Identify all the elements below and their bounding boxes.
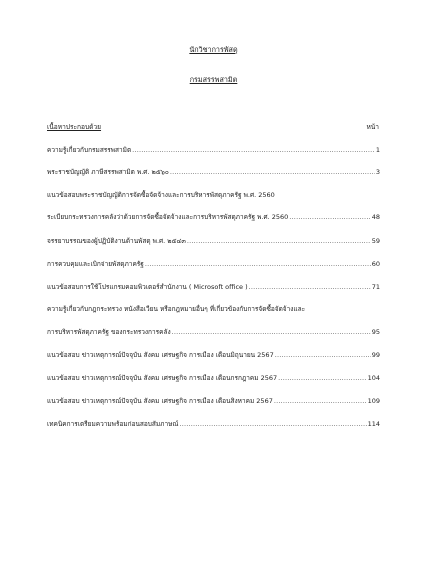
toc-entry[interactable] bbox=[47, 236, 380, 245]
toc-entry[interactable] bbox=[47, 190, 380, 199]
toc-entry[interactable] bbox=[47, 145, 380, 154]
toc-entry-text: แนวข้อสอบ ข่าวเหตุการณ์ปัจจุบัน สังคม เศรษฐกิจ การเมือง เดือนมิถุนายน 2567 bbox=[47, 351, 274, 359]
toc-entry-page: 48 bbox=[371, 213, 380, 221]
toc-entry[interactable] bbox=[47, 350, 380, 359]
toc-leader-dots bbox=[275, 351, 371, 359]
toc-entry-page: 109 bbox=[367, 397, 380, 405]
toc-entry[interactable] bbox=[47, 396, 380, 405]
toc-entry[interactable] bbox=[47, 304, 380, 313]
toc-entry-page: 104 bbox=[367, 374, 380, 382]
toc-entry[interactable] bbox=[47, 373, 380, 382]
toc-entry-page: 99 bbox=[371, 351, 380, 359]
toc-entry[interactable] bbox=[47, 282, 380, 291]
toc-entry-page: 3 bbox=[375, 168, 380, 176]
toc-entry[interactable] bbox=[47, 167, 380, 176]
toc-entry-page: 59 bbox=[371, 237, 380, 245]
toc-entry-text: แนวข้อสอบพระราชบัญญัติการจัดซื้อจัดจ้างและการบริหารพัสดุภาครัฐ พ.ศ. 2560 bbox=[47, 191, 275, 199]
toc-leader-dots bbox=[172, 328, 371, 336]
toc-entry-text: แนวข้อสอบ ข่าวเหตุการณ์ปัจจุบัน สังคม เศรษฐกิจ การเมือง เดือนสิงหาคม 2567 bbox=[47, 397, 273, 405]
toc-leader-dots bbox=[132, 146, 375, 154]
toc-entry-text: พระราชบัญญัติ ภาษีสรรพสามิต พ.ศ. ๒๕๖๐ bbox=[47, 168, 169, 176]
toc-entry-text: จรรยาบรรณของผู้ปฏิบัติงานด้านพัสดุ พ.ศ. ๒๕๔๓ bbox=[47, 237, 186, 245]
toc-entry-page: 1 bbox=[375, 146, 380, 154]
toc-entry-text: ความรู้เกี่ยวกับกฎกระทรวง หนังสือเวียน หรือกฎหมายอื่นๆ ที่เกี่ยวข้องกับการจัดซื้อจัดจ้างและ bbox=[47, 305, 306, 313]
toc-leader-dots bbox=[274, 397, 367, 405]
toc-entry[interactable] bbox=[47, 327, 380, 336]
toc-leader-dots bbox=[278, 374, 366, 382]
toc-leader-dots bbox=[187, 237, 371, 245]
toc-entry-page: 114 bbox=[367, 420, 380, 428]
toc-entry-text: ระเบียบกระทรวงการคลังว่าด้วยการจัดซื้อจัดจ้างและการบริหารพัสดุภาครัฐ พ.ศ. 2560 bbox=[47, 213, 289, 221]
toc-entry[interactable] bbox=[47, 419, 380, 428]
toc-entry-page: 60 bbox=[371, 260, 380, 268]
toc-entry[interactable] bbox=[47, 259, 380, 268]
document-title: นักวิชาการพัสดุ bbox=[189, 45, 238, 54]
toc-header-contents-label: เนื้อหาประกอบด้วย bbox=[47, 123, 102, 131]
toc-entry-page: 95 bbox=[371, 328, 380, 336]
toc-header-page-label: หน้า bbox=[366, 123, 379, 131]
toc-entry-text: เทคนิคการเตรียมความพร้อมก่อนสอบสัมภาษณ์ bbox=[47, 420, 179, 428]
toc-entry-text: ความรู้เกี่ยวกับกรมสรรพสามิต bbox=[47, 146, 132, 154]
toc-leader-dots bbox=[249, 283, 371, 291]
toc-entry-page: 71 bbox=[371, 283, 380, 291]
document-subtitle: กรมสรรพสามิต bbox=[189, 75, 238, 84]
toc-leader-dots bbox=[170, 168, 375, 176]
toc-leader-dots bbox=[179, 420, 366, 428]
toc-entry-text: แนวข้อสอบการใช้โปรแกรมคอมพิวเตอร์สำนักงาน ( Microsoft office ) bbox=[47, 283, 248, 291]
toc-entry-text: แนวข้อสอบ ข่าวเหตุการณ์ปัจจุบัน สังคม เศรษฐกิจ การเมือง เดือนกรกฎาคม 2567 bbox=[47, 374, 278, 382]
toc-leader-dots bbox=[145, 260, 371, 268]
toc-entry-text: การบริหารพัสดุภาครัฐ ของกระทรวงการคลัง bbox=[47, 328, 171, 336]
toc-entry-text: การควบคุมและเบิกจ่ายพัสดุภาครัฐ bbox=[47, 260, 144, 268]
toc-entry[interactable] bbox=[47, 212, 380, 221]
toc-leader-dots bbox=[289, 213, 370, 221]
